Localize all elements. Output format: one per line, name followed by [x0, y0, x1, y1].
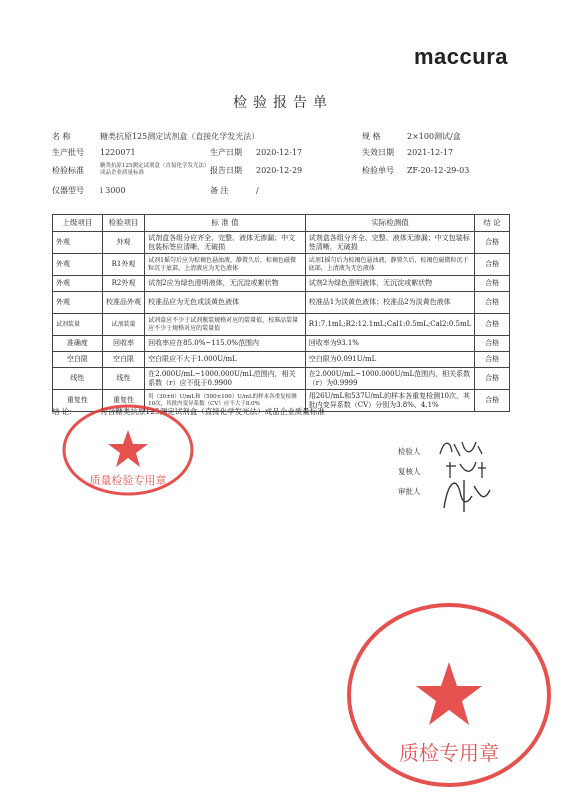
exp-value: 2021-12-17: [407, 147, 454, 157]
cell-actual: 校准品1为淡黄色液体；校准品2为淡黄色液体: [305, 292, 475, 314]
cell-actual: 空白限为0.091U/mL: [305, 352, 475, 368]
cell-actual: 试剂2为绿色澄明液体，无沉淀或絮状物: [305, 276, 475, 292]
table-row: [53, 336, 510, 352]
document-title: 检验报告单: [233, 95, 333, 111]
cell-actual: 试剂盒各组分齐全、完整、液体无渗漏；中文包装标签清晰，无破损: [305, 232, 475, 254]
header-item: 检验项目: [102, 215, 144, 232]
batch-value: 1220071: [100, 147, 136, 157]
cell-result: 合格: [475, 352, 510, 368]
quality-stamp-1: [58, 400, 198, 500]
cell-item: 回收率: [102, 336, 144, 352]
instr-value: i 3000: [100, 185, 126, 195]
cell-item: 外观: [102, 232, 144, 254]
cell-standard: 校准品应为无色或淡黄色液体: [145, 292, 306, 314]
cell-actual: 用26U/mL和537U/mL的样本各重复检测10次，其批内变异系数（CV）分别为3.8%、4.1%: [305, 390, 475, 412]
std-value: 糖类抗原125测定试剂盒（直接化学发光法）成品企业质量标准: [100, 163, 210, 176]
name-value: 糖类抗原125测定试剂盒（直接化学发光法）: [100, 131, 260, 141]
cell-result: 合格: [475, 336, 510, 352]
cell-parent: 外观: [53, 232, 103, 254]
cell-item: 线性: [102, 368, 144, 390]
quality-stamp-2: [344, 600, 554, 790]
cell-item: R1外观: [102, 254, 144, 276]
stamp-1-sub: 质量检验专用章: [89, 474, 167, 487]
cell-result: 合格: [475, 368, 510, 390]
signature-3: [434, 472, 494, 516]
signature-1: [436, 436, 486, 460]
table-row: [53, 292, 510, 314]
note-label: 备 注: [210, 185, 229, 195]
cell-parent: 重复性: [53, 390, 103, 412]
report-value: 2020-12-29: [256, 165, 303, 175]
table-row: [53, 254, 510, 276]
table-row: [53, 232, 510, 254]
cell-parent: 试剂装量: [53, 314, 103, 336]
cell-result: 合格: [475, 232, 510, 254]
cell-parent: 空白限: [53, 352, 103, 368]
mfg-label: 生产日期: [210, 147, 242, 157]
note-value: /: [256, 185, 259, 195]
cell-standard: 试剂盒应不少于试剂瓶装规格对应的装量值，校准品装量应不少于规格对应的装量值: [145, 314, 306, 336]
cell-item: 空白限: [102, 352, 144, 368]
no-value: ZF-20-12-29-03: [407, 165, 470, 175]
cell-item: 重复性: [102, 390, 144, 412]
cell-parent: 线性: [53, 368, 103, 390]
table-row: [53, 276, 510, 292]
cell-result: 合格: [475, 314, 510, 336]
batch-label: 生产批号: [52, 147, 84, 157]
header-standard: 标 准 值: [145, 215, 306, 232]
table-row: [53, 314, 510, 336]
stamp-2-sub: 质检专用章: [399, 741, 499, 765]
approver-label: 审批人: [398, 487, 421, 496]
cell-standard: 试剂2应为绿色澄明液体，无沉淀或絮状物: [145, 276, 306, 292]
brand-logo: maccura: [413, 44, 508, 69]
instr-label: 仪器型号: [52, 185, 84, 195]
no-label: 检验单号: [362, 165, 394, 175]
conclusion-label: 结 论:: [52, 407, 72, 416]
std-label: 检验标准: [52, 165, 84, 175]
cell-parent: 外观: [53, 254, 103, 276]
header-parent: 上级项目: [53, 215, 103, 232]
header-result: 结 论: [475, 215, 510, 232]
cell-parent: 准确度: [53, 336, 103, 352]
cell-actual: 回收率为93.1%: [305, 336, 475, 352]
conclusion-text: 符合糖类抗原125测定试剂盒（直接化学发光法）成品企业质量标准: [100, 407, 325, 416]
exp-label: 失效日期: [362, 147, 394, 157]
cell-standard: 用（30±6）U/mL和（500±100）U/mL的样本各重复检测10次，其批内变异系数（CV）应不大于8.0%: [145, 390, 306, 412]
cell-result: 合格: [475, 254, 510, 276]
inspector-label: 检验人: [398, 447, 421, 456]
cell-result: 合格: [475, 292, 510, 314]
cell-standard: 试剂盒各组分应齐全、完整、液体无渗漏；中文包装标签应清晰，无破损: [145, 232, 306, 254]
cell-item: 校准品外观: [102, 292, 144, 314]
reviewer-label: 复核人: [398, 467, 421, 476]
cell-item: 试剂装量: [102, 314, 144, 336]
name-label: 名 称: [52, 131, 71, 141]
mfg-value: 2020-12-17: [256, 147, 303, 157]
cell-parent: 外观: [53, 292, 103, 314]
cell-actual: R1:7.1mL;R2:12.1mL;Cal1:0.5mL;Cal2:0.5mL: [305, 314, 475, 336]
cell-result: 合格: [475, 390, 510, 412]
results-table: [52, 214, 510, 412]
header-actual: 实际检测值: [305, 215, 475, 232]
cell-parent: 外观: [53, 276, 103, 292]
cell-standard: 试剂1摇匀后应为棕褐色悬浊液，静置久后，棕褐色磁微粒沉于底部，上清液应为无色液体: [145, 254, 306, 276]
spec-label: 规 格: [362, 131, 381, 141]
spec-value: 2×100测试/盒: [407, 131, 461, 141]
table-row: [53, 352, 510, 368]
cell-standard: 在2.000U/mL~1000.000U/mL范围内，相关系数（r）应不低于0.9900: [145, 368, 306, 390]
cell-item: R2外观: [102, 276, 144, 292]
meta-block: [52, 128, 522, 198]
cell-standard: 回收率应在85.0%~115.0%范围内: [145, 336, 306, 352]
cell-actual: 试剂1摇匀后为棕褐色悬浊液，静置久后，棕褐色磁微粒沉于底部，上清液为无色液体: [305, 254, 475, 276]
table-row: [53, 368, 510, 390]
cell-result: 合格: [475, 276, 510, 292]
cell-actual: 在2.000U/mL~1000.000U/mL范围内，相关系数（r）为0.9999: [305, 368, 475, 390]
cell-standard: 空白限应不大于1.000U/mL: [145, 352, 306, 368]
report-label: 报告日期: [210, 165, 242, 175]
table-header-row: [53, 215, 510, 232]
